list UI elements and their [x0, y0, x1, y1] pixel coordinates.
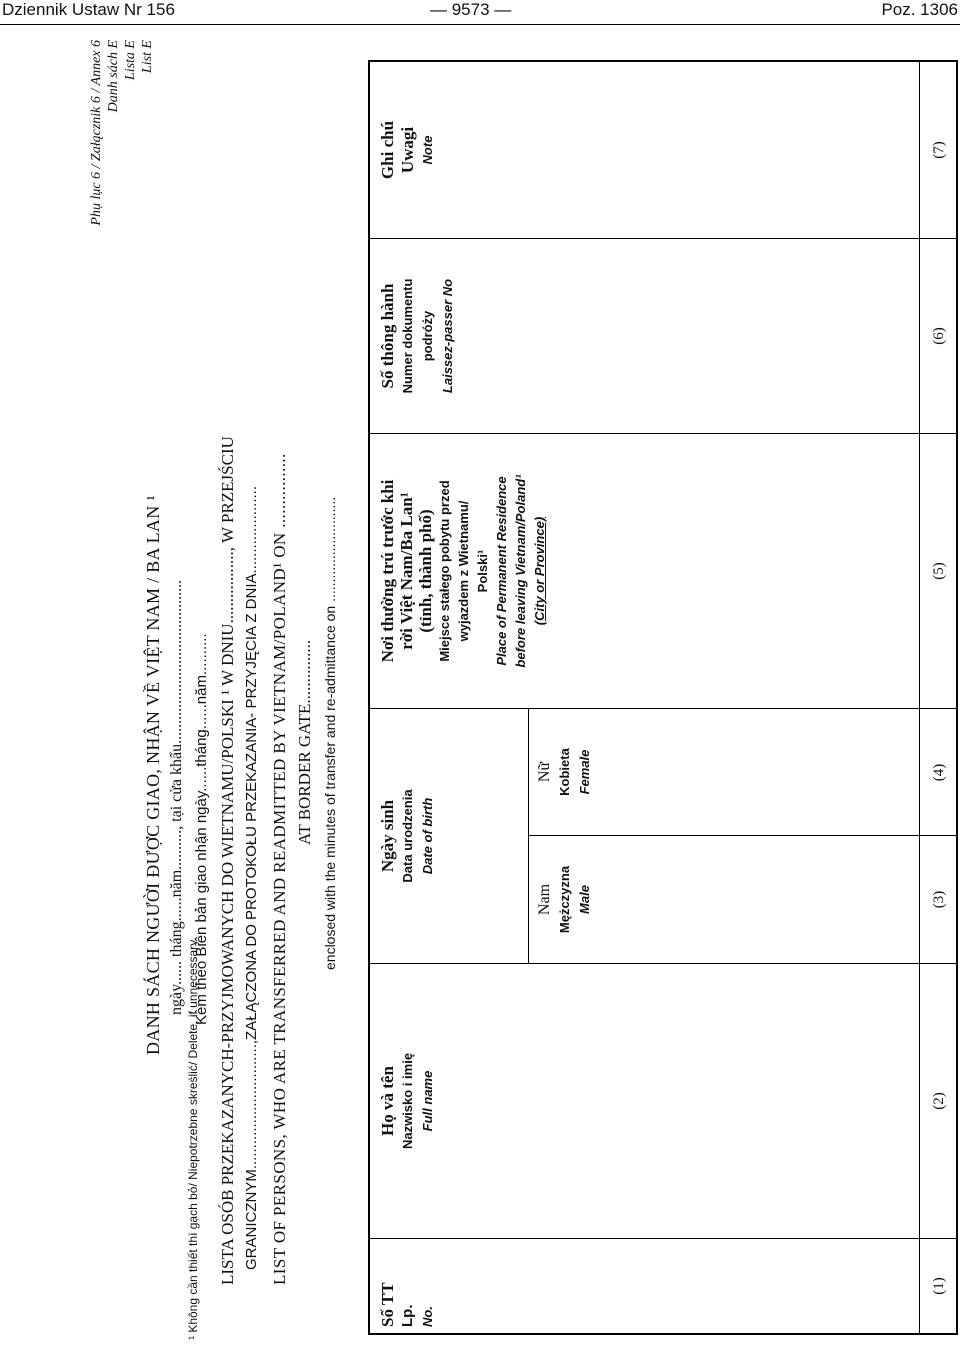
col1-vn: Số TT	[378, 1282, 397, 1327]
col34-en: Date of birth	[420, 797, 435, 875]
col3-pl: Mężczyzna	[557, 865, 572, 934]
col-note	[370, 62, 956, 238]
title-polish-cont: GRANICZNYM..............................,ZAŁĄCZONA DO PROTOKOŁU PRZEKAZANIA- PRZYJĘCIA Z DNIA.....................	[243, 485, 260, 1270]
title-vietnamese-date: ngày...... tháng......năm.........., tại cửa khẩu.........................................	[168, 579, 185, 1015]
col2-en: Full name	[420, 1070, 435, 1132]
page-header	[0, 0, 960, 22]
col4-en: Female	[577, 749, 592, 795]
col6-en: Laissez-passer No	[440, 278, 455, 394]
annex-line-3: Lista E	[123, 40, 138, 81]
col-date-of-birth	[370, 708, 956, 963]
col1-pl: Lp.	[399, 1304, 416, 1327]
col7-vn: Ghi chú	[378, 120, 397, 180]
title-english-ref: enclosed with the minutes of transfer and re-admittance on ...........................	[322, 496, 338, 970]
position-number: Poz. 1306	[881, 0, 958, 19]
annex-line-2: Danh sách E	[106, 40, 121, 113]
col5-vn3: (tỉnh, thành phố)	[416, 509, 435, 633]
dob-split	[528, 709, 529, 963]
col34-pl: Data urodzenia	[400, 789, 415, 883]
col5-pl3: Polski¹	[475, 549, 490, 593]
col5-en2: before leaving Vietnam/Poland¹	[513, 474, 528, 668]
col4-num: (4)	[931, 763, 947, 782]
col2-num: (2)	[931, 1092, 947, 1110]
col6-pl1: Numer dokumentu	[400, 278, 415, 394]
title-vietnamese: DANH SÁCH NGƯỜI ĐƯỢC GIAO, NHẬN VỀ VIỆT NAM / BA LAN ¹	[143, 494, 163, 1055]
journal-title: Dziennik Ustaw Nr 156	[2, 0, 175, 19]
col6-pl2: podróży	[420, 310, 435, 362]
annex-label	[88, 40, 156, 260]
col3-num: (3)	[931, 890, 947, 909]
rotated-annex-page	[0, 35, 960, 1345]
title-vietnamese-ref: Kèm theo Biên bản giao nhận ngày......tháng......năm..........	[193, 633, 210, 1025]
col7-pl: Uwagi	[398, 126, 417, 174]
col6-num: (6)	[931, 327, 947, 345]
col-number	[370, 1238, 956, 1333]
title-english-gate: AT BORDER GATE...............	[295, 639, 314, 845]
col5-pl1: Miejsce stałego pobytu przed	[437, 480, 452, 662]
col5-num: (5)	[931, 562, 947, 580]
col-full-name	[370, 963, 956, 1238]
persons-table	[368, 60, 958, 1335]
col3-en: Male	[577, 885, 592, 914]
header-rule	[0, 24, 960, 25]
col2-vn: Họ và tên	[378, 1066, 397, 1136]
title-english: LIST OF PERSONS, WHO ARE TRANSFERRED AND READMITTED BY VIETNAM/POLAND¹ ON ................	[270, 453, 289, 1285]
col2-pl: Nazwisko i imię	[400, 1052, 415, 1150]
footnote: ¹ Không cần thiết thì gạch bỏ/ Niepotrzebne skreślić/ Delete, if unnecessary	[186, 939, 200, 1340]
col1-num: (1)	[931, 1277, 947, 1295]
col4-vn: Nữ	[536, 761, 553, 783]
col5-en1: Place of Permanent Residence	[494, 476, 509, 666]
col-residence	[370, 433, 956, 708]
annex-line-4: List E	[140, 40, 155, 74]
col5-vn2: rời Việt Nam/Ba Lan¹	[397, 492, 416, 650]
title-polish: LISTA OSÓB PRZEKAZANYCH-PRZYJMOWANYCH DO WIETNAMU/POLSKI ¹ W DNIU................., W PRZEJŚCIU	[218, 436, 237, 1285]
col5-en3: (City or Province)	[532, 516, 547, 626]
col-laissez-passer	[370, 238, 956, 433]
col4-pl: Kobieta	[557, 748, 572, 796]
col5-vn1: Nơi thường trú trước khi	[378, 479, 397, 663]
col34-vn: Ngày sinh	[378, 799, 397, 873]
col5-pl2: wyjazdem z Wietnamu/	[456, 500, 471, 642]
col7-en: Note	[420, 135, 435, 165]
col7-num: (7)	[931, 141, 947, 159]
annex-line-1: Phụ lục 6 / Załącznik 6 / Annex 6	[89, 40, 104, 226]
page-number: — 9573 —	[430, 0, 512, 19]
col1-en: No.	[420, 1306, 435, 1327]
col6-vn: Số thông hành	[378, 283, 397, 389]
col3-vn: Nam	[536, 883, 553, 916]
